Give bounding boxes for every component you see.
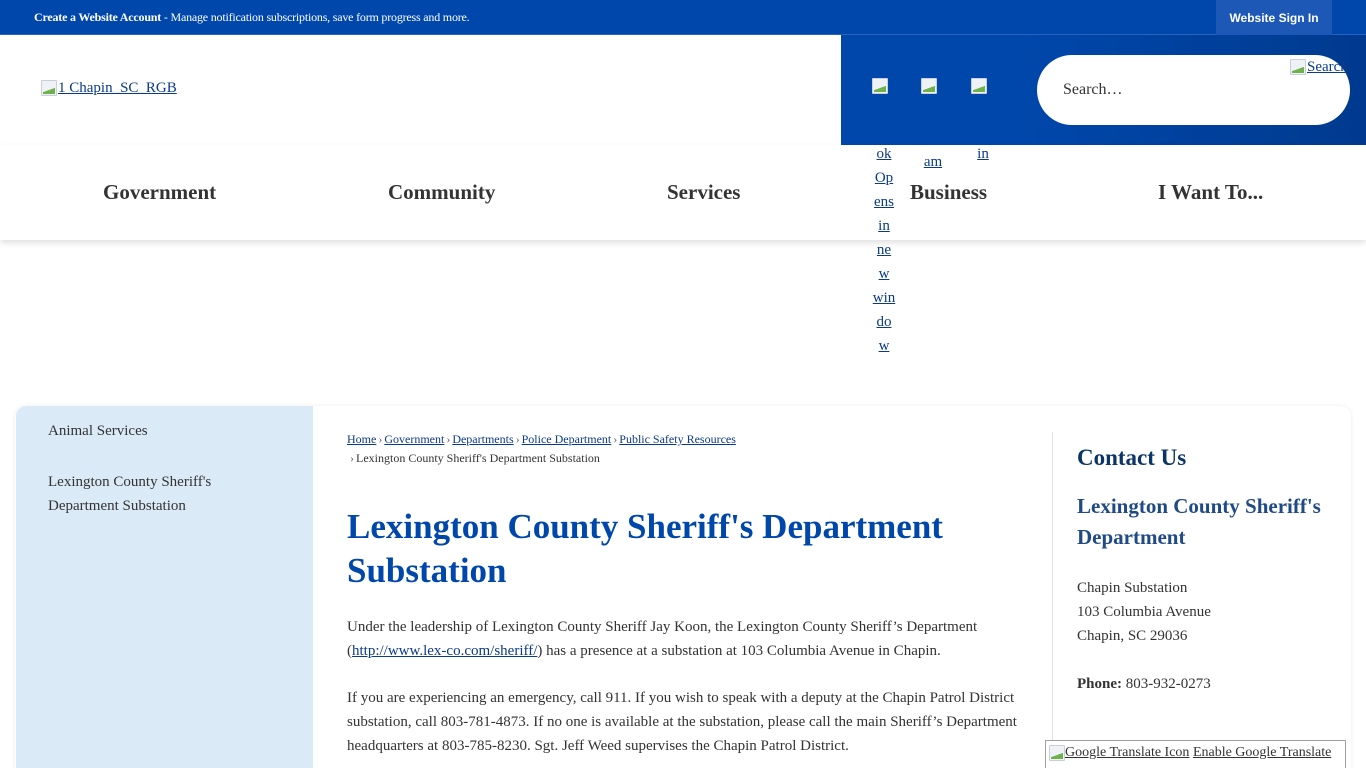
logo-alt-text[interactable]: 1 Chapin_SC_RGB <box>58 80 177 96</box>
search-button-alt[interactable]: Search <box>1307 59 1348 75</box>
utility-bar <box>0 0 1366 35</box>
breadcrumb-government[interactable]: Government <box>384 432 445 446</box>
facebook-alt-text[interactable]: ok Op ens in ne w win do w <box>872 146 896 354</box>
intro-text: Under the leadership of Lexington County Sheriff Jay Koon, the Lexington County Sheriff’s Department ( <box>347 619 978 659</box>
instagram-alt-text[interactable]: am <box>923 154 943 170</box>
phone-number[interactable]: 803-932-0273 <box>1125 676 1211 692</box>
sheriff-website-link[interactable]: http://www.lex-co.com/sheriff/ <box>352 643 538 659</box>
site-logo-link[interactable] <box>41 80 177 97</box>
facebook-icon[interactable] <box>872 78 888 94</box>
emergency-paragraph: If you are experiencing an emergency, call 911. If you wish to speak with a deputy at the Chapin Patrol District substation, call 803-781-4873. If no one is available at the substation, please call the main Sheriff’s Department headquarters at 803-785-8230. Sgt. Jeff Weed supervises the Chapin Patrol District. <box>347 690 1017 754</box>
logo-image-icon <box>41 80 57 96</box>
breadcrumb-police-department[interactable]: Police Department <box>521 432 612 446</box>
social-search-panel <box>841 35 1366 145</box>
create-account-description: - Manage notification subscriptions, save form progress and more. <box>161 10 470 24</box>
instagram-icon[interactable] <box>921 78 937 94</box>
google-translate-bar <box>1045 740 1346 768</box>
page-title: Lexington County Sheriff's Department Substation <box>347 507 943 590</box>
breadcrumb-separator: › <box>350 451 354 465</box>
create-account-banner[interactable] <box>34 10 469 25</box>
breadcrumb-separator: › <box>446 432 451 446</box>
breadcrumb-current: Lexington County Sheriff's Department Substation <box>356 451 600 465</box>
nav-item-government[interactable]: Government <box>103 180 217 204</box>
contact-address-line-3: Chapin, SC 29036 <box>1077 628 1188 644</box>
enable-google-translate-link[interactable]: Enable Google Translate <box>1192 745 1332 760</box>
google-translate-icon-alt[interactable]: Google Translate Icon <box>1065 745 1190 760</box>
breadcrumb-separator: › <box>613 432 618 446</box>
main-navigation <box>0 145 1366 240</box>
nav-item-i-want-to[interactable]: I Want To... <box>1158 180 1264 204</box>
search-button[interactable] <box>1290 59 1352 76</box>
sidebar <box>16 406 313 768</box>
linkedin-icon[interactable] <box>971 78 987 94</box>
sidebar-item-sheriff-substation[interactable]: Lexington County Sheriff's Department Substation <box>48 474 212 514</box>
breadcrumb-separator: › <box>378 432 383 446</box>
breadcrumb <box>347 430 807 468</box>
contact-us-heading: Contact Us <box>1077 445 1187 470</box>
create-account-link[interactable]: Create a Website Account <box>34 10 162 24</box>
contact-phone <box>1077 672 1211 696</box>
nav-item-community[interactable]: Community <box>388 180 496 204</box>
nav-item-services[interactable]: Services <box>667 180 741 204</box>
website-sign-in-button[interactable]: Website Sign In <box>1216 0 1332 35</box>
phone-label: Phone: <box>1077 676 1122 692</box>
contact-address-line-2: 103 Columbia Avenue <box>1077 604 1211 620</box>
breadcrumb-separator: › <box>515 432 520 446</box>
search-input[interactable] <box>1063 79 1283 101</box>
breadcrumb-public-safety-resources[interactable]: Public Safety Resources <box>619 432 736 446</box>
linkedin-alt-text[interactable]: in <box>977 146 989 162</box>
intro-text-end: ) has a presence at a substation at 103 Columbia Avenue in Chapin. <box>537 643 941 659</box>
site-header <box>0 35 1366 145</box>
search-icon <box>1290 59 1306 75</box>
sidebar-item-animal-services[interactable]: Animal Services <box>48 423 148 439</box>
contact-address-line-1: Chapin Substation <box>1077 580 1188 596</box>
breadcrumb-departments[interactable]: Departments <box>452 432 514 446</box>
breadcrumb-home[interactable]: Home <box>347 432 377 446</box>
content-divider <box>1052 432 1053 768</box>
nav-item-business[interactable]: Business <box>910 180 988 204</box>
intro-paragraph <box>347 615 1027 663</box>
google-translate-icon <box>1049 745 1065 761</box>
contact-organization: Lexington County Sheriff's Department <box>1077 494 1321 549</box>
